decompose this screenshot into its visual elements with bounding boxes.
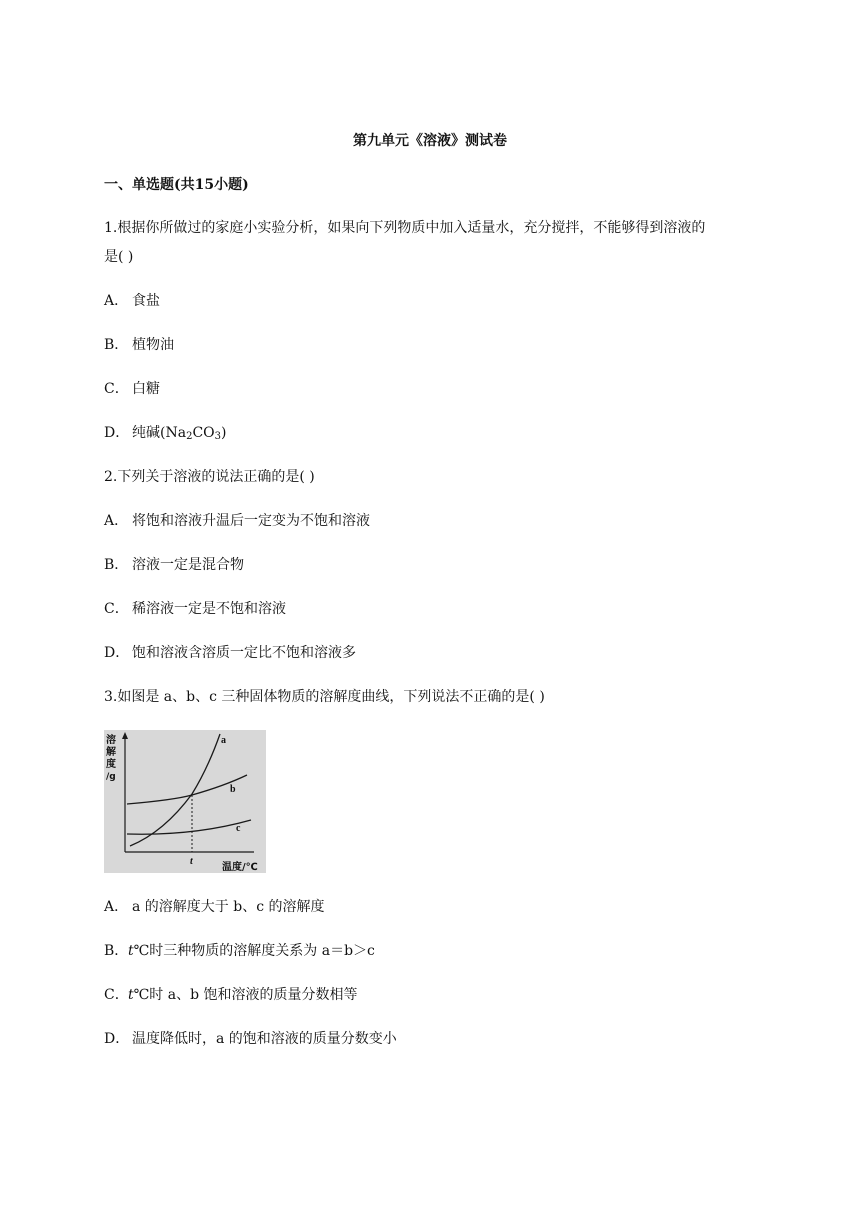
option-text-prefix: 纯碱(Na xyxy=(132,425,187,441)
page-title: 第九单元《溶液》测试卷 xyxy=(353,133,507,149)
q1-option-c xyxy=(104,379,160,399)
curve-a-label: a xyxy=(221,735,226,746)
q2-option-b xyxy=(104,555,244,575)
q2-option-d xyxy=(104,643,356,663)
option-letter: C． xyxy=(104,601,129,617)
option-text: a 的溶解度大于 b、c 的溶解度 xyxy=(132,899,325,915)
option-italic-t: t xyxy=(128,943,134,959)
q2-option-c xyxy=(104,599,286,619)
option-letter: B． xyxy=(104,557,129,573)
option-letter: D． xyxy=(104,1031,130,1047)
option-italic-t: t xyxy=(128,987,134,1003)
q1-stem-line2: 是( ) xyxy=(104,249,134,265)
option-text: ℃时三种物质的溶解度关系为 a＝b＞c xyxy=(133,943,375,959)
q1-option-b xyxy=(104,335,174,355)
section-heading: 一、单选题(共15小题) xyxy=(104,177,249,193)
option-text: 溶液一定是混合物 xyxy=(132,557,244,573)
y-label-3: 度 xyxy=(106,759,116,770)
subscript: 3 xyxy=(214,431,222,442)
option-text: 温度降低时，a 的饱和溶液的质量分数变小 xyxy=(132,1031,397,1047)
q1-option-d xyxy=(104,423,226,443)
x-label: 温度/℃ xyxy=(222,862,258,873)
q3-option-b xyxy=(104,941,375,961)
q3-option-d xyxy=(104,1029,397,1049)
option-text: 饱和溶液含溶质一定比不饱和溶液多 xyxy=(132,645,356,661)
option-letter: A． xyxy=(104,513,129,529)
option-letter: B． xyxy=(104,337,129,353)
subscript: 2 xyxy=(186,431,193,442)
option-text: 将饱和溶液升温后一定变为不饱和溶液 xyxy=(132,513,370,529)
option-text-suffix: ) xyxy=(221,425,227,441)
option-letter: B． xyxy=(104,943,129,959)
option-letter: A． xyxy=(104,293,129,309)
curve-c-label: c xyxy=(236,823,241,834)
q1-option-a xyxy=(104,291,160,311)
q3-option-a xyxy=(104,897,325,917)
option-letter: A． xyxy=(104,899,129,915)
option-text: 食盐 xyxy=(132,293,160,309)
option-letter: D． xyxy=(104,425,130,441)
option-letter: C． xyxy=(104,987,129,1003)
q1-stem-line1: 1.根据你所做过的家庭小实验分析，如果向下列物质中加入适量水，充分搅拌，不能够得到溶液的 xyxy=(104,220,706,236)
option-letter: C． xyxy=(104,381,129,397)
curve-b-label: b xyxy=(230,784,236,795)
option-text: 白糖 xyxy=(132,381,160,397)
q2-stem: 2.下列关于溶液的说法正确的是( ) xyxy=(104,469,315,485)
t-label: t xyxy=(190,856,193,867)
y-label-4: /g xyxy=(106,772,116,782)
option-text: 稀溶液一定是不饱和溶液 xyxy=(132,601,286,617)
q3-stem: 3.如图是 a、b、c 三种固体物质的溶解度曲线，下列说法不正确的是( ) xyxy=(104,689,545,705)
y-label-1: 溶 xyxy=(106,735,116,746)
q3-option-c xyxy=(104,985,358,1005)
option-text: 植物油 xyxy=(132,337,174,353)
option-text: ℃时 a、b 饱和溶液的质量分数相等 xyxy=(133,987,358,1003)
y-label-2: 解 xyxy=(106,747,116,758)
option-letter: D． xyxy=(104,645,130,661)
q2-option-a xyxy=(104,511,370,531)
solubility-curve-figure xyxy=(104,730,266,873)
option-text-mid: CO xyxy=(192,425,215,441)
